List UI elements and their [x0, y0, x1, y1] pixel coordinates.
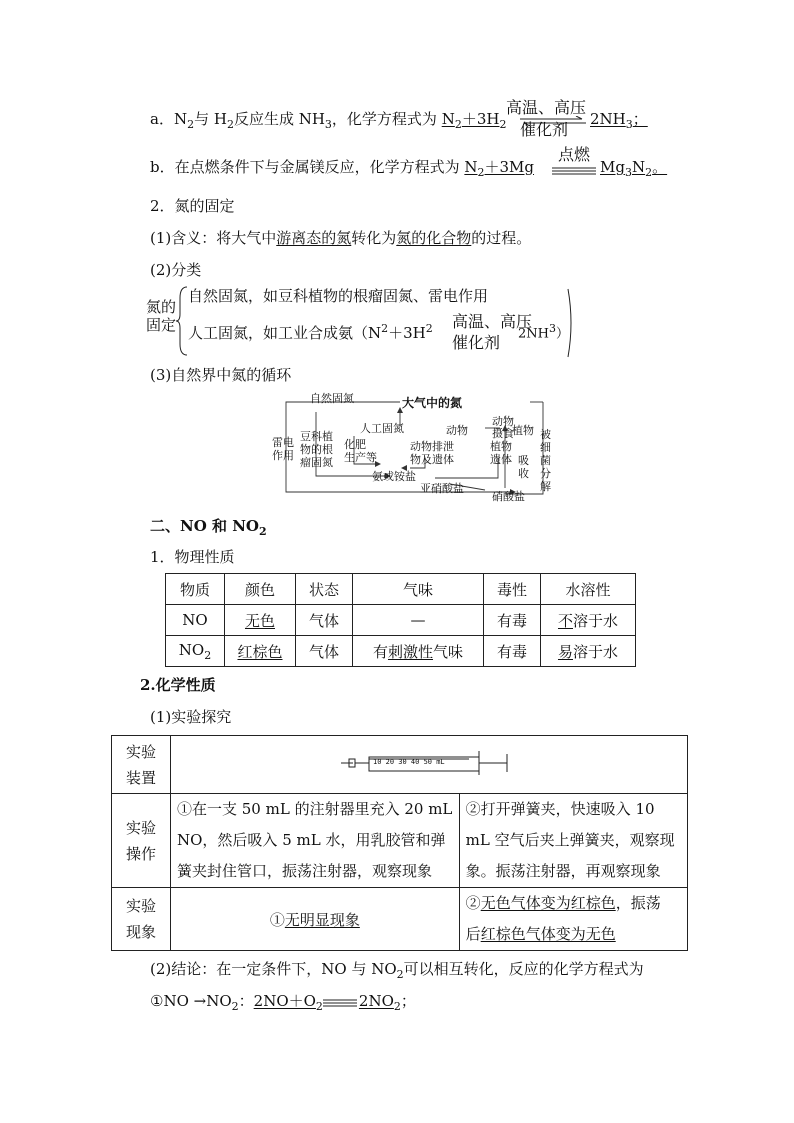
explore-title: (1)实验探究 — [150, 708, 232, 726]
condition-bottom-a: 催化剂 — [520, 120, 569, 139]
cell: 有毒 — [484, 605, 541, 636]
condition-top-a: 高温、高压 — [506, 98, 587, 117]
header-cell: 颜色 — [225, 574, 296, 605]
nitrite-label: 亚硝酸盐 — [420, 482, 464, 495]
equal-sign-b — [552, 162, 596, 172]
syringe-cell — [171, 736, 688, 794]
operation-label: 实验 操作 — [112, 794, 171, 888]
animals-label: 动物 — [446, 424, 468, 437]
plant-remains-label: 植物 遗体 — [490, 440, 512, 466]
table-row — [112, 794, 688, 888]
left-brace — [176, 286, 188, 360]
chemical-properties-title: 2.化学性质 — [140, 676, 216, 694]
nitrate-label: 硝酸盐 — [492, 490, 525, 503]
nitrogen-cycle-diagram — [260, 388, 560, 503]
bacteria-label: 被细菌分解 — [540, 428, 551, 493]
device-label: 实验 装置 — [112, 736, 171, 794]
cell: 不溶于水 — [541, 605, 636, 636]
section-heading-no: 二、NO 和 $NO_2$ — [150, 517, 267, 538]
conclusion-line: (2)结论：在一定条件下，NO 与 $NO_2$可以相互转化，反应的化学方程式为 — [150, 960, 644, 981]
plants-label: 植物 — [512, 424, 534, 437]
fertilizer-label: 化肥 生产等 — [344, 438, 377, 464]
subscript: 2 — [187, 118, 195, 131]
lightning-label: 雷电 作用 — [272, 436, 294, 462]
reaction-line-a — [150, 108, 506, 131]
phenomenon-1: ①无明显现象 — [171, 888, 460, 951]
table-row — [112, 736, 688, 794]
subscript: 3 — [324, 118, 332, 131]
text: 反应生成 NH — [233, 110, 325, 128]
cell: NO — [166, 605, 225, 636]
header-cell: 水溶性 — [541, 574, 636, 605]
excretion-label: 动物排泄 物及遗体 — [410, 440, 454, 466]
text: a．N — [150, 110, 188, 128]
table-row — [112, 888, 688, 951]
physical-properties-title: 1．物理性质 — [150, 548, 235, 566]
cell: — — [353, 605, 484, 636]
art-cond-bottom: 催化剂 — [452, 333, 501, 352]
header-cell: 状态 — [296, 574, 353, 605]
cell: $NO_2$ — [166, 636, 225, 667]
classification-title: (2)分类 — [150, 261, 202, 279]
equation-right-a: $2NH_3$； — [590, 110, 648, 131]
ammonia-label: 氨或铵盐 — [372, 470, 416, 483]
header-cell: 毒性 — [484, 574, 541, 605]
cycle-title: (3)自然界中氮的循环 — [150, 366, 292, 384]
cell: 无色 — [225, 605, 296, 636]
right-paren — [566, 288, 576, 362]
text: 与 H — [194, 110, 227, 128]
syringe-illustration — [339, 748, 519, 778]
text: ，化学方程式为 — [331, 110, 442, 128]
text: b．在点燃条件下与金属镁反应，化学方程式为 — [150, 158, 465, 176]
condition-top-b: 点燃 — [558, 145, 591, 164]
cell: 气体 — [296, 605, 353, 636]
equation-right-b: $Mg_3N_2$。 — [600, 158, 668, 179]
physical-properties-table — [165, 573, 636, 667]
conversion-equation: ①NO $\to NO_2$：$2NO+O_2$ $2NO_2$； — [150, 992, 416, 1013]
absorb-label: 吸 收 — [518, 454, 529, 480]
operation-step-1: ①在一支 50 mL 的注射器里充入 20 mL NO，然后吸入 5 mL 水，用乳胶管和弹 簧夹封住管口，振荡注射器，观察现象 — [171, 794, 460, 888]
equation-left-b: $N_2+3Mg$ — [464, 158, 535, 179]
natural-fix-label: 自然固氮 — [310, 392, 354, 405]
operation-step-2: ②打开弹簧夹，快速吸入 10 mL 空气后夹上弹簧夹，观察现 象。振荡注射器，再观察现象 — [459, 794, 687, 888]
artificial-fixation-text: 人工固氮，如工业合成氨（$N^2+3H^2$ — [188, 322, 433, 342]
cell: 易溶于水 — [541, 636, 636, 667]
legume-label: 豆科植 物的根 瘤固氮 — [300, 430, 333, 469]
phenomenon-2: ②无色气体变为红棕色，振荡 后红棕色气体变为无色 — [459, 888, 687, 951]
cell: 气体 — [296, 636, 353, 667]
cell: 红棕色 — [225, 636, 296, 667]
reaction-line-b — [150, 156, 534, 179]
table-row — [166, 605, 636, 636]
header-cell: 物质 — [166, 574, 225, 605]
table-header-row — [166, 574, 636, 605]
cell: 有毒 — [484, 636, 541, 667]
natural-fixation-text: 自然固氮，如豆科植物的根瘤固氮、雷电作用 — [188, 287, 489, 305]
definition-line: (1)含义：将大气中游离态的氮转化为氮的化合物的过程。 — [150, 229, 532, 247]
equation-left: $N_2+3H_2$ — [441, 110, 507, 131]
phenomenon-label: 实验 现象 — [112, 888, 171, 951]
artificial-fix-label: 人工固氮 — [360, 422, 404, 435]
header-cell: 气味 — [353, 574, 484, 605]
cell: 有刺激性气味 — [353, 636, 484, 667]
atmosphere-label: 大气中的氮 — [402, 396, 463, 410]
brace-label: 氮的 固定 — [146, 298, 177, 334]
section-title-fixation: 2．氮的固定 — [150, 197, 235, 215]
table-row — [166, 636, 636, 667]
experiment-table — [111, 735, 688, 951]
art-cond-top: 高温、高压 — [452, 312, 533, 331]
animal-intake-label: 动物 摄食 — [492, 415, 514, 440]
syringe-scale: 10 20 30 40 50 mL — [373, 757, 445, 766]
subscript: 2 — [226, 118, 234, 131]
art-eq-right: $2NH^3$） — [518, 322, 569, 342]
